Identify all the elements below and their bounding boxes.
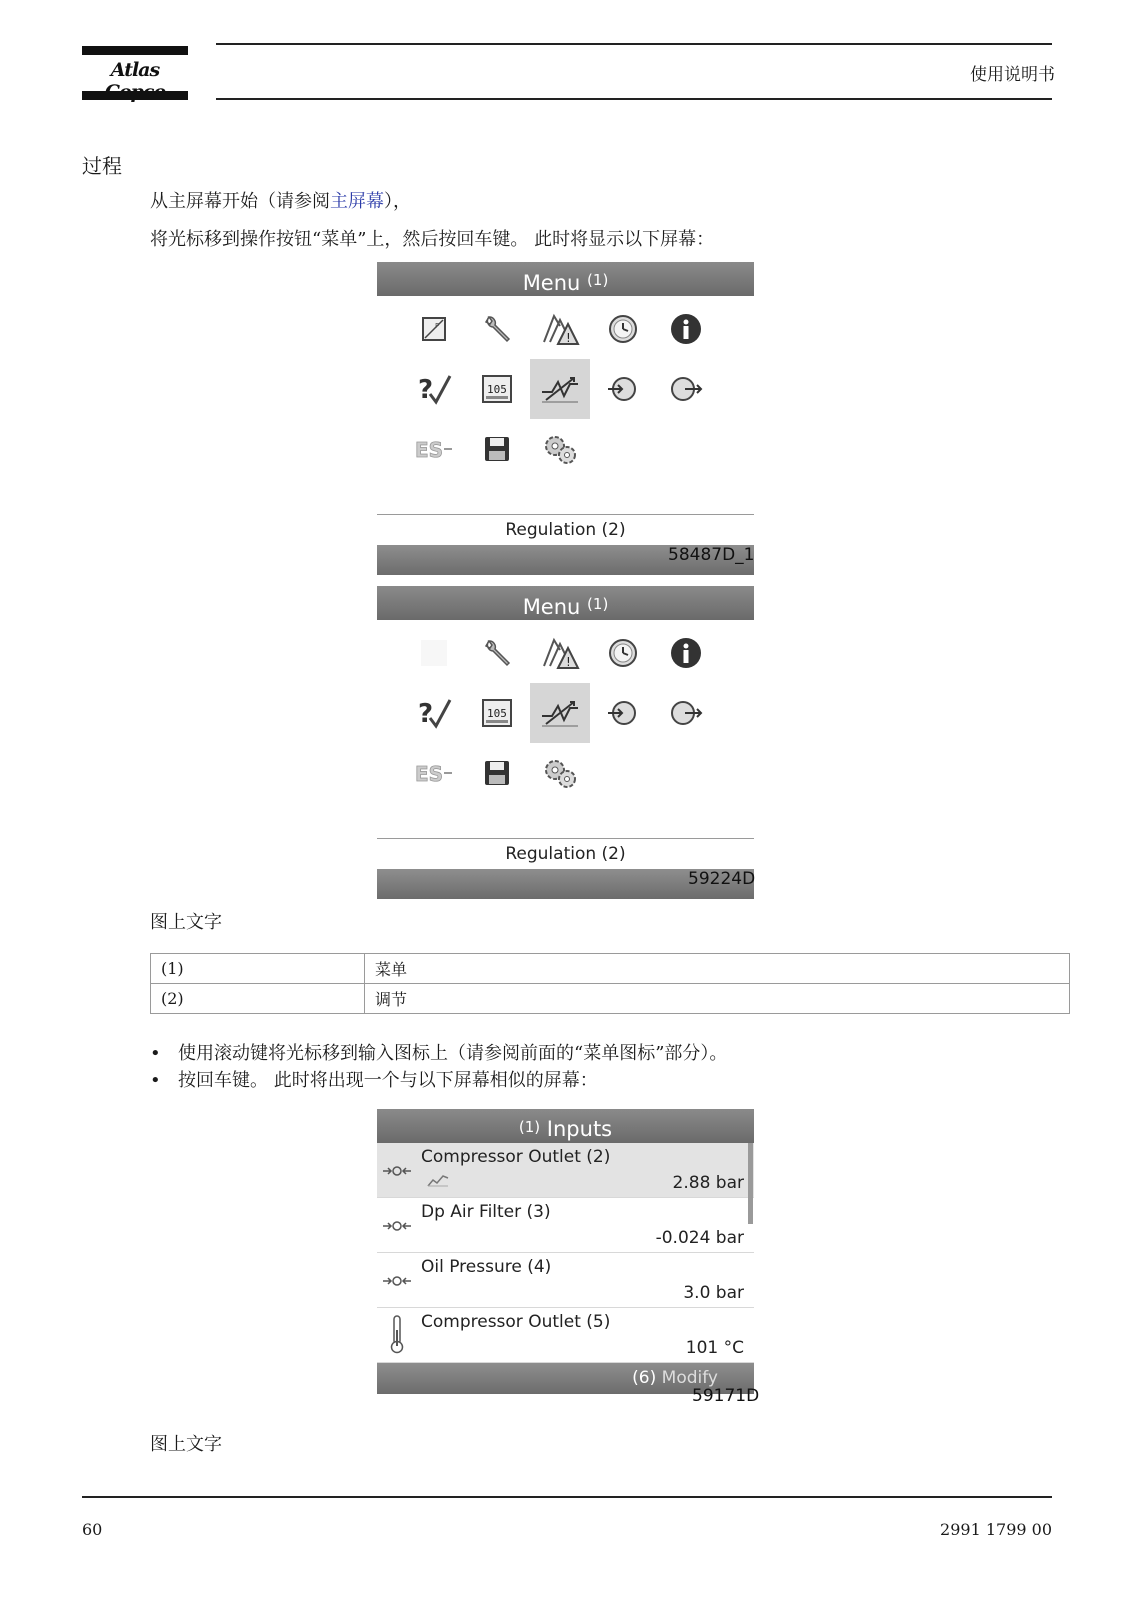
test-check-icon[interactable]: [404, 683, 464, 743]
inputs-title: Inputs: [546, 1117, 613, 1141]
figure-code-3: 59171D: [692, 1386, 760, 1406]
input-row-dp-air-filter[interactable]: [377, 1198, 754, 1253]
input-row-oil-pressure[interactable]: [377, 1253, 754, 1308]
svg-text:105: 105: [487, 383, 507, 396]
svg-text:?: ?: [418, 375, 434, 405]
service-wrench-icon[interactable]: [467, 299, 527, 359]
bullet-dot: •: [150, 1043, 161, 1064]
input-row-compressor-outlet-temperature[interactable]: [377, 1308, 754, 1363]
input-label: Compressor Outlet (5): [421, 1312, 611, 1332]
menu-title-callout: (1): [587, 271, 609, 289]
main-screen-icon[interactable]: [404, 299, 464, 359]
regulation-icon[interactable]: [530, 683, 590, 743]
svg-text:ES: ES: [415, 762, 444, 786]
input-value: 2.88 bar: [672, 1173, 744, 1193]
section-title: 过程: [82, 154, 122, 178]
figure-code-2: 59224D: [688, 869, 756, 889]
menu-title: Menu: [522, 271, 581, 295]
thermometer-icon: [389, 1314, 405, 1354]
status-label: Regulation: [505, 520, 597, 540]
inputs-icon[interactable]: [593, 683, 653, 743]
main-screen-link[interactable]: 主屏幕: [330, 191, 384, 212]
legend-ref: (2): [151, 984, 365, 1014]
bullet-text: 使用滚动键将光标移到输入图标上（请参阅前面的“菜单图标”部分）。: [178, 1043, 728, 1064]
intro-text-before: 从主屏幕开始（请参阅: [150, 191, 330, 212]
footer-rule: [82, 1496, 1052, 1498]
svg-text:!: !: [566, 331, 571, 345]
trend-graph-icon: [427, 1173, 449, 1187]
counters-icon[interactable]: [467, 683, 527, 743]
intro-line-2: 将光标移到操作按钮“菜单”上，然后按回车键。 此时将显示以下屏幕：: [150, 229, 715, 250]
test-check-icon[interactable]: [404, 359, 464, 419]
intro-line-1: [150, 187, 411, 213]
svg-text:?: ?: [418, 699, 434, 729]
header-rule-bottom: [216, 98, 1052, 100]
regulation-icon[interactable]: [530, 359, 590, 419]
table-row: [151, 984, 1070, 1014]
svg-text:P: P: [435, 322, 440, 330]
inputs-icon[interactable]: [593, 359, 653, 419]
status-callout: (2): [601, 520, 626, 540]
settings-gears-icon[interactable]: [530, 419, 590, 479]
menu-screen-title: [377, 262, 754, 296]
menu-icon-grid: [377, 296, 754, 514]
legend-table: [150, 953, 1070, 1014]
menu-title-callout: (1): [587, 595, 609, 613]
blank-icon-slot: [404, 623, 464, 683]
counters-icon[interactable]: [467, 359, 527, 419]
scrollbar[interactable]: [748, 1143, 753, 1224]
menu-icon-grid: [377, 620, 754, 838]
service-wrench-icon[interactable]: [467, 623, 527, 683]
outputs-icon[interactable]: [656, 359, 716, 419]
input-value: -0.024 bar: [655, 1228, 744, 1248]
info-icon[interactable]: [656, 299, 716, 359]
pressure-sensor-icon: [383, 1218, 411, 1234]
menu-screen-1: [377, 262, 754, 575]
svg-text:!: !: [566, 655, 571, 669]
bullet-dot: •: [150, 1070, 161, 1091]
table-row: [151, 954, 1070, 984]
doc-type: 使用说明书: [970, 65, 1055, 85]
es-icon[interactable]: [404, 743, 464, 803]
logo-text: Atlas: [110, 59, 160, 81]
inputs-title-callout: (1): [518, 1118, 541, 1136]
doc-number: 2991 1799 00: [940, 1520, 1052, 1539]
pressure-sensor-icon: [383, 1273, 411, 1289]
save-data-icon[interactable]: [467, 419, 527, 479]
event-history-icon[interactable]: [530, 299, 590, 359]
page-number: 60: [82, 1520, 103, 1539]
event-history-icon[interactable]: [530, 623, 590, 683]
inputs-screen-title: [377, 1109, 754, 1143]
menu-screen-title: [377, 586, 754, 620]
svg-text:105: 105: [487, 707, 507, 720]
status-label: Regulation: [505, 844, 597, 864]
legend-ref: (1): [151, 954, 365, 984]
outputs-icon[interactable]: [656, 683, 716, 743]
menu-screen-2: [377, 586, 754, 899]
header-rule-top: [216, 43, 1052, 45]
input-value: 3.0 bar: [683, 1283, 744, 1303]
pressure-sensor-icon: [383, 1163, 411, 1179]
menu-title: Menu: [522, 595, 581, 619]
list-item: [150, 1039, 727, 1065]
input-label: Oil Pressure (4): [421, 1257, 552, 1277]
es-icon[interactable]: [404, 419, 464, 479]
legend-caption: 图上文字: [150, 912, 222, 933]
clock-icon[interactable]: [593, 623, 653, 683]
modify-label: Modify: [661, 1368, 718, 1388]
status-callout: (2): [601, 844, 626, 864]
settings-gears-icon[interactable]: [530, 743, 590, 803]
input-value: 101 °C: [685, 1338, 744, 1358]
inputs-screen: [377, 1109, 754, 1394]
clock-icon[interactable]: [593, 299, 653, 359]
list-item: [150, 1066, 598, 1092]
modify-callout: (6): [632, 1368, 657, 1388]
input-label: Dp Air Filter (3): [421, 1202, 551, 1222]
input-row-compressor-outlet-pressure[interactable]: [377, 1143, 754, 1198]
intro-text-after: ），: [384, 191, 411, 212]
svg-text:ES: ES: [415, 438, 444, 462]
menu-status-line: [377, 515, 754, 545]
menu-status-line: [377, 839, 754, 869]
legend-text: 菜单: [365, 954, 1070, 984]
save-data-icon[interactable]: [467, 743, 527, 803]
input-label: Compressor Outlet (2): [421, 1147, 611, 1167]
legend-text: 调节: [365, 984, 1070, 1014]
atlas-copco-logo: [82, 46, 188, 100]
figure-code-1: 58487D_1: [668, 545, 755, 565]
legend-caption-2: 图上文字: [150, 1434, 222, 1455]
info-icon[interactable]: [656, 623, 716, 683]
bullet-text: 按回车键。 此时将出现一个与以下屏幕相似的屏幕：: [178, 1070, 598, 1091]
